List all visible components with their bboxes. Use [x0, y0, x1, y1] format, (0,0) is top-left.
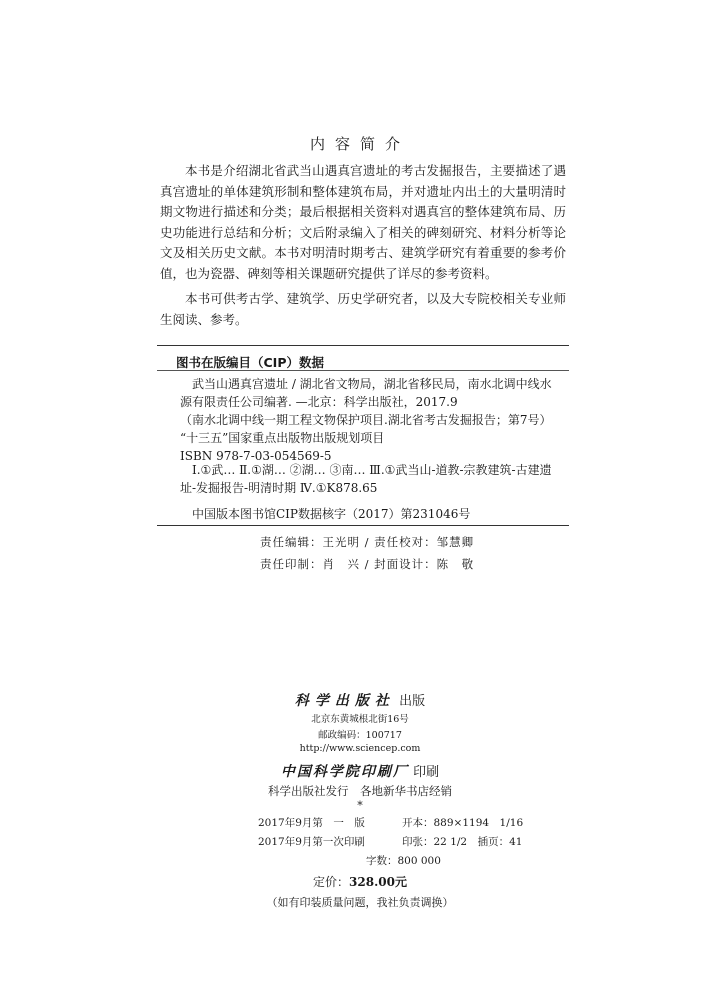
- publisher-zip: 邮政编码：100717: [318, 730, 402, 741]
- cip-line-isbn: ISBN 978-7-03-054569-5: [180, 449, 332, 463]
- publisher-address: 北京东黄城根北街16号: [311, 714, 409, 725]
- summary-paragraph-1: 本书是介绍湖北省武当山遇真宫遗址的考古发掘报告，主要描述了遇真宫遗址的单体建筑形制和整体建筑布局，并对遗址内出土的大量明清时期文物进行描述和分类；最后根据相关资料对遇真宫的整体建筑布局、历史功能进行总结和分析；文后附录编入了相关的碑刻研究、材料分析等论文及相关历史文献。本书对明清时期考古、建筑学研究有着重要的参考价值，也为瓷器、碑刻等相关课题研究提供了详尽的参考资料。: [160, 163, 566, 281]
- printer-name: 中国科学院印刷厂: [280, 764, 409, 780]
- cip-record: [180, 375, 560, 465]
- cip-record-number: 中国版本图书馆CIP数据核字（2017）第231046号: [192, 507, 471, 521]
- price-line: [0, 873, 720, 890]
- cip-line-series: （南水北调中线一期工程文物保护项目.湖北省考古发掘报告；第7号）: [180, 413, 552, 427]
- publisher-suffix: 出版: [399, 694, 426, 709]
- cip-heading-rule: [157, 370, 569, 371]
- spec-format: 开本：889×1194 1/16: [402, 817, 524, 829]
- printer-line: [0, 761, 720, 781]
- cip-classification: Ⅰ.①武… Ⅱ.①湖… ②湖… ③南… Ⅲ.①武当山-道教-宗教建筑-古建遗址-发掘报告-明清时期 Ⅳ.①K878.65: [180, 463, 552, 495]
- spec-printing: 2017年9月第一次印刷: [258, 836, 365, 848]
- spec-word-count: 字数：800 000: [366, 855, 441, 867]
- cip-bottom-rule: [157, 525, 569, 526]
- publisher-website: http://www.sciencep.com: [299, 743, 421, 754]
- separator-star: *: [357, 799, 363, 812]
- publisher-name: 科学出版社: [294, 693, 395, 709]
- summary-title: 内容简介: [309, 135, 410, 153]
- cip-line-title: 武当山遇真宫遗址 / 湖北省文物局，湖北省移民局，南水北调中线水源有限责任公司编著. —北京：科学出版社，2017.9: [180, 377, 552, 409]
- credits-editors: 责任编辑：王光明 / 责任校对：邹慧卿: [260, 535, 475, 549]
- spec-edition: 2017年9月第 一 版: [258, 817, 365, 829]
- distribution-line: 科学出版社发行 各地新华书店经销: [268, 784, 452, 798]
- price-label: 定价：: [313, 875, 350, 889]
- cip-line-project: “十三五”国家重点出版物出版规划项目: [180, 431, 385, 445]
- cip-classification-block: [180, 461, 560, 497]
- publisher-line: [0, 690, 720, 710]
- spec-sheets: 印张：22 1/2 插页：41: [402, 836, 523, 848]
- credits-production: 责任印制：肖 兴 / 封面设计：陈 敬: [260, 557, 475, 571]
- printer-suffix: 印刷: [413, 765, 440, 780]
- cip-heading: 图书在版编目（CIP）数据: [176, 355, 324, 370]
- quality-note: （如有印装质量问题，我社负责调换）: [266, 896, 454, 909]
- price-value: 328.00元: [349, 875, 407, 889]
- cip-top-rule: [157, 345, 569, 346]
- summary-paragraph-2: 本书可供考古学、建筑学、历史学研究者，以及大专院校相关专业师生阅读、参考。: [160, 291, 566, 327]
